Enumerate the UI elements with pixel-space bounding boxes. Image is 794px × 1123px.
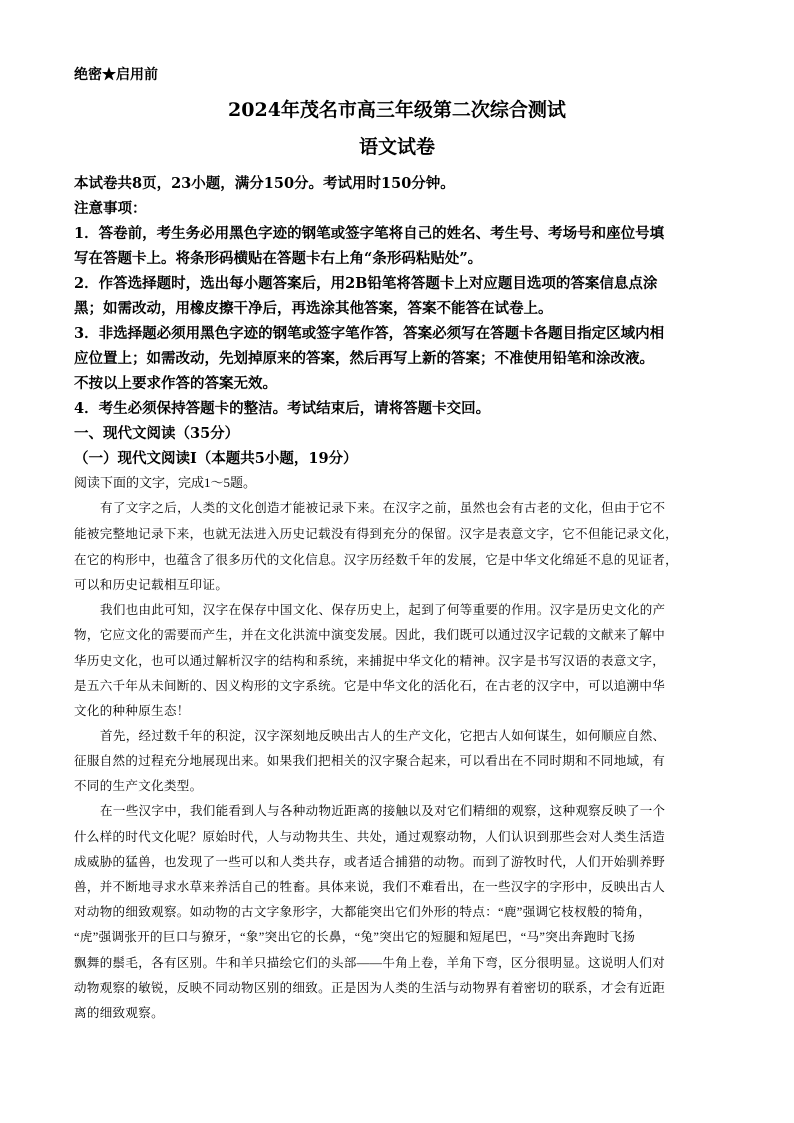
passage-line: 什么样的时代文化呢？原始时代，人与动物共生、共处，通过观察动物，人们认识到那些会对人类生活造 (74, 830, 666, 844)
passage-line: 我们也由此可知，汉字在保存中国文化、保存历史上，起到了何等重要的作用。汉字是历史文化的产 (100, 603, 666, 617)
note-line: 4．考生必须保持答题卡的整洁。考试结束后，请将答题卡交回。 (74, 400, 491, 417)
passage-line: 华历史文化，也可以通过解析汉字的结构和系统，来捕捉中华文化的精神。汉字是书写汉语的表意文字， (74, 654, 666, 668)
note-line: 2．作答选择题时，选出每小题答案后，用2B铅笔将答题卡上对应题目选项的答案信息点涂 (74, 275, 658, 292)
notes-heading: 注意事项： (74, 200, 147, 217)
passage-line: 在它的构形中，也蕴含了很多历代的文化信息。汉字历经数千年的发展，它是中华文化绵延不息的见证者， (74, 553, 678, 567)
passage-line: 对动物的细致观察。如动物的古文字象形字，大都能突出它们外形的特点：“鹿”强调它枝杈般的犄角， (74, 905, 652, 919)
note-line: 不按以上要求作答的答案无效。 (74, 375, 277, 392)
passage-line: 可以和历史记载相互印证。 (74, 578, 229, 592)
passage-line: “虎”强调张开的巨口与獠牙，“象”突出它的长鼻，“兔”突出它的短腿和短尾巴，“马”突出奔跑时飞扬 (74, 930, 636, 944)
note-line: 黑；如需改动，用橡皮擦干净后，再选涂其他答案，答案不能答在试卷上。 (74, 300, 553, 317)
passage-line: 能被完整地记录下来，也就无法进入历史记载没有得到充分的保留。汉字是表意文字，它不但能记录文化， (74, 527, 678, 541)
note-line: 1．答卷前，考生务必用黑色字迹的钢笔或签字笔将自己的姓名、考生号、考场号和座位号填 (74, 225, 665, 242)
note-line: 应位置上；如需改动，先划掉原来的答案，然后再写上新的答案；不准使用铅笔和涂改液。 (74, 350, 654, 367)
exam-summary: 本试卷共8页，23小题，满分150分。考试用时150分钟。 (74, 175, 455, 192)
passage-line: 物，它应文化的需要而产生，并在文化洪流中演变发展。因此，我们既可以通过汉字记载的文献来了解中 (74, 628, 666, 642)
note-line: 3．非选择题必须用黑色字迹的钢笔或签字笔作答，答案必须写在答题卡各题目指定区域内相 (74, 325, 665, 342)
passage-line: 不同的生产文化类型。 (74, 779, 203, 793)
passage-line: 有了文字之后，人类的文化创造才能被记录下来。在汉字之前，虽然也会有古老的文化，但由于它不 (100, 501, 666, 515)
passage-line: 动物观察的敏锐，反映不同动物区别的细致。正是因为人类的生活与动物界有着密切的联系，才会有近距 (74, 981, 666, 995)
passage-line: 是五六千年从未间断的、因义构形的文字系统。它是中华文化的活化石，在古老的汉字中，可以追溯中华 (74, 679, 666, 693)
passage-line: 在一些汉字中，我们能看到人与各种动物近距离的接触以及对它们精细的观察，这种观察反映了一个 (100, 804, 666, 818)
reading-instruction: 阅读下面的文字，完成1～5题。 (74, 475, 257, 490)
exam-title: 2024年茂名市高三年级第二次综合测试 (228, 99, 566, 121)
passage-line: 兽，并不断地寻求水草来养活自己的牲畜。具体来说，我们不难看出，在一些汉字的字形中，反映出古人 (74, 880, 666, 894)
confidential-label: 绝密★启用前 (74, 67, 158, 83)
section-heading: 一、现代文阅读（35分） (74, 425, 240, 442)
passage-line: 成威胁的猛兽，也发现了一些可以和人类共存，或者适合捕猎的动物。而到了游牧时代，人们开始驯养野 (74, 855, 666, 869)
passage-line: 首先，经过数千年的积淀，汉字深刻地反映出古人的生产文化，它把古人如何谋生，如何顺应自然、 (100, 729, 666, 743)
note-line: 写在答题卡上。将条形码横贴在答题卡右上角“条形码粘贴处”。 (74, 250, 483, 267)
passage-line: 离的细致观察。 (74, 1006, 164, 1020)
passage-line: 文化的种种原生态！ (74, 704, 190, 718)
subject-title: 语文试卷 (358, 136, 435, 158)
passage-line: 征服自然的过程充分地展现出来。如果我们把相关的汉字聚合起来，可以看出在不同时期和不同地域，有 (74, 754, 666, 768)
subsection-heading: （一）现代文阅读Ⅰ（本题共5小题，19分） (74, 450, 358, 467)
passage-line: 飘舞的鬃毛，各有区别。牛和羊只描绘它们的头部——牛角上卷，羊角下弯，区分很明显。这说明人们对 (74, 956, 666, 970)
